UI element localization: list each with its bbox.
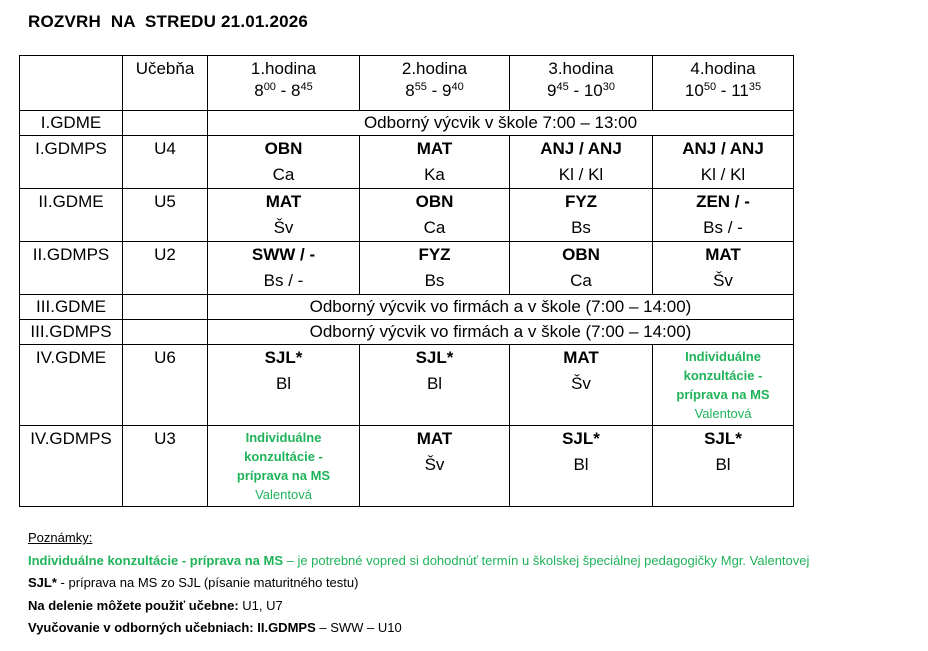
page-title: ROZVRH NA STREDU 21.01.2026	[28, 12, 309, 31]
lesson-cell: FYZ Bs	[510, 189, 653, 242]
lesson-cell: MAT Ka	[360, 136, 510, 189]
lesson-cell: MAT Šv	[653, 242, 794, 295]
span-activity: Odborný výcvik v škole 7:00 – 13:00	[208, 111, 794, 136]
note-consultation: Individuálne konzultácie - príprava na MS – je potrebné vopred si dohodnúť termín u školskej špeciálnej pedagogičky Mgr. Valentovej	[28, 552, 810, 568]
table-row	[20, 426, 794, 507]
class-name: II.GDME	[20, 189, 123, 242]
header-lesson-4: 4.hodina $10^{50} - 11^{35}$	[653, 56, 794, 111]
room: U5	[123, 189, 208, 242]
header-lesson-3: 3.hodina $9^{45} - 10^{30}$	[510, 56, 653, 111]
lesson-cell: OBN Ca	[208, 136, 360, 189]
room	[123, 320, 208, 345]
table-row	[20, 320, 794, 345]
room: U4	[123, 136, 208, 189]
lesson-cell: OBN Ca	[360, 189, 510, 242]
room: U2	[123, 242, 208, 295]
lesson-cell: SJL* Bl	[360, 345, 510, 426]
table-row	[20, 295, 794, 320]
lesson-cell: SJL* Bl	[208, 345, 360, 426]
lesson-cell: MAT Šv	[360, 426, 510, 507]
class-name: I.GDMPS	[20, 136, 123, 189]
lesson-cell: ZEN / - Bs / -	[653, 189, 794, 242]
class-name: III.GDME	[20, 295, 123, 320]
span-activity: Odborný výcvik vo firmách a v škole (7:00 – 14:00)	[208, 295, 794, 320]
class-name: II.GDMPS	[20, 242, 123, 295]
lesson-cell: SWW / - Bs / -	[208, 242, 360, 295]
header-row	[20, 56, 794, 111]
note-division-rooms: Na delenie môžete použiť učebne: U1, U7	[28, 597, 283, 613]
consultation-cell: Individuálne konzultácie - príprava na MS Valentová	[653, 345, 794, 426]
lesson-cell: ANJ / ANJ Kl / Kl	[653, 136, 794, 189]
span-activity: Odborný výcvik vo firmách a v škole (7:00 – 14:00)	[208, 320, 794, 345]
note-specialized-rooms: Vyučovanie v odborných učebniach: II.GDMPS – SWW – U10	[28, 620, 402, 635]
consultation-cell: Individuálne konzultácie - príprava na MS Valentová	[208, 426, 360, 507]
lesson-cell: OBN Ca	[510, 242, 653, 295]
class-name: IV.GDME	[20, 345, 123, 426]
schedule-table	[19, 55, 794, 507]
header-ucebna: Učebňa	[123, 56, 208, 111]
room: U3	[123, 426, 208, 507]
note-sjl: SJL* - príprava na MS zo SJL (písanie maturitného testu)	[28, 575, 359, 590]
header-lesson-2: 2.hodina $8^{55} - 9^{40}$	[360, 56, 510, 111]
lesson-cell: SJL* Bl	[510, 426, 653, 507]
room	[123, 111, 208, 136]
lesson-cell: ANJ / ANJ Kl / Kl	[510, 136, 653, 189]
lesson-cell: MAT Šv	[208, 189, 360, 242]
notes-heading: Poznámky:	[28, 530, 93, 545]
room: U6	[123, 345, 208, 426]
lesson-cell: SJL* Bl	[653, 426, 794, 507]
class-name: I.GDME	[20, 111, 123, 136]
notes-section	[28, 527, 809, 640]
table-row	[20, 242, 794, 295]
table-row	[20, 345, 794, 426]
room	[123, 295, 208, 320]
table-row	[20, 189, 794, 242]
table-row	[20, 136, 794, 189]
lesson-cell: FYZ Bs	[360, 242, 510, 295]
table-row	[20, 111, 794, 136]
class-name: IV.GDMPS	[20, 426, 123, 507]
corner-cell	[20, 56, 123, 111]
class-name: III.GDMPS	[20, 320, 123, 345]
header-lesson-1: 1.hodina $8^{00} - 8^{45}$	[208, 56, 360, 111]
lesson-cell: MAT Šv	[510, 345, 653, 426]
